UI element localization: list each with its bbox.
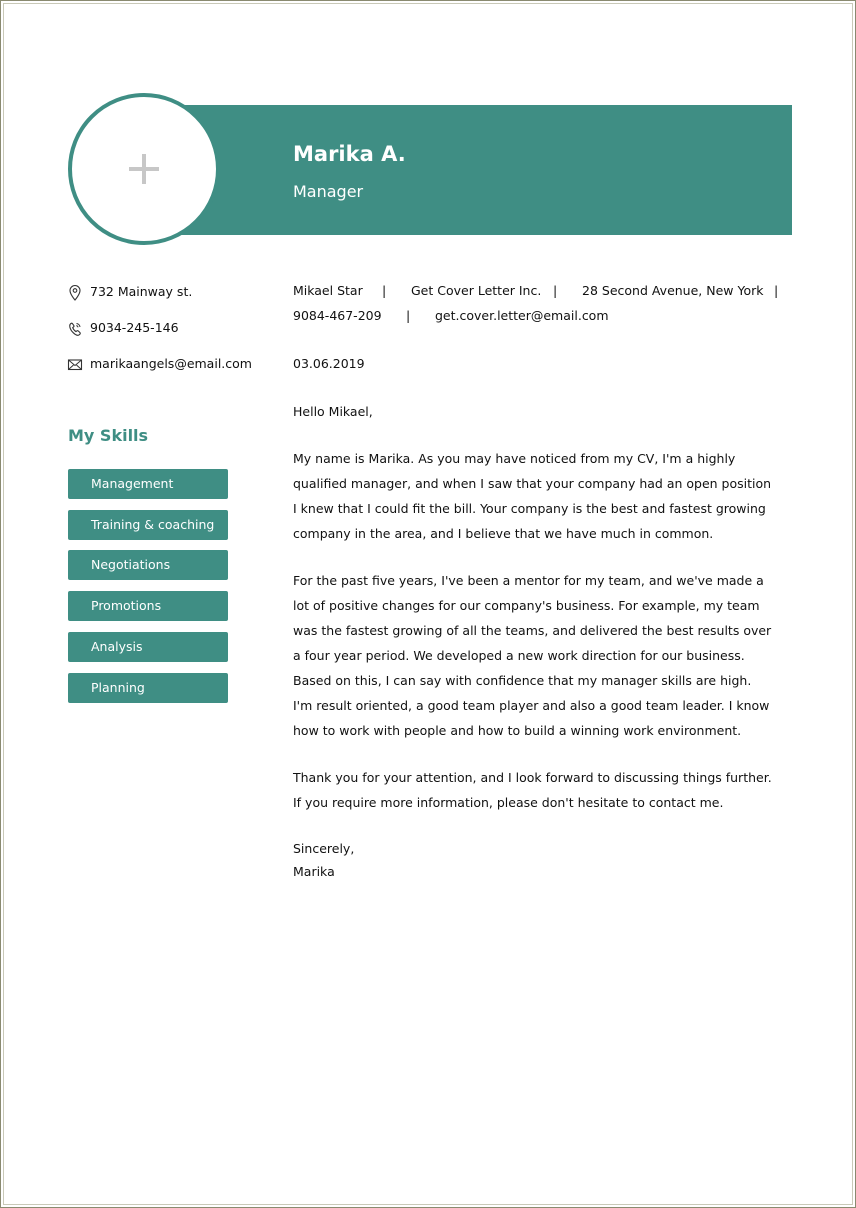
recipient-info: [293, 283, 793, 333]
header-banner: [150, 105, 792, 235]
plus-icon-bar: [129, 167, 159, 171]
skill-label: Planning: [91, 680, 145, 695]
candidate-name: Marika A.: [293, 142, 406, 166]
separator: |: [406, 308, 411, 323]
paragraph-1: My name is Marika. As you may have noticed from my CV, I'm a highly qualified manager, and when I saw that your company had an open position I knew that I could fit the bill. Your company is the best and fastest growing company in the area, and I believe that we have much in common.: [293, 451, 772, 541]
skill-label: Training & coaching: [91, 517, 215, 532]
closing: Sincerely,: [293, 841, 355, 856]
address-text: 732 Mainway st.: [90, 284, 193, 299]
recipient-phone: 9084-467-209: [293, 308, 382, 323]
skill-label: Promotions: [91, 598, 162, 613]
letter-paragraph: [293, 765, 773, 815]
paragraph-3: Based on this, I can say with confidence that my manager skills are high. I'm result oriented, a good team player and also a good team leader. I know how to work with people and how to build a winning work environment.: [293, 673, 770, 738]
phone-icon: [67, 320, 83, 338]
email-text: marikaangels@email.com: [90, 356, 252, 371]
phone-text: 9034-245-146: [90, 320, 179, 335]
letter-greeting: Hello Mikael,: [293, 404, 373, 419]
signature: Marika: [293, 864, 335, 879]
skill-badge: [68, 591, 228, 621]
recipient-company: Get Cover Letter Inc.: [411, 283, 542, 298]
skill-badge: [68, 550, 228, 580]
skill-label: Management: [91, 476, 174, 491]
separator: |: [382, 283, 387, 298]
location-pin-icon: [67, 284, 83, 302]
skill-badge: [68, 510, 228, 540]
recipient-name: Mikael Star: [293, 283, 363, 298]
skill-label: Negotiations: [91, 557, 171, 572]
paragraph-2: For the past five years, I've been a mentor for my team, and we've made a lot of positive changes for our company's business. For example, my team was the fastest growing of all the teams, and delivered the best results over a four year period. We developed a new work direction for our business.: [293, 573, 772, 663]
skill-badge: [68, 469, 228, 499]
recipient-line-1: [293, 283, 793, 308]
letter-paragraph: [293, 446, 773, 546]
separator: |: [553, 283, 558, 298]
envelope-icon: [67, 356, 83, 374]
letter-paragraph: [293, 568, 773, 743]
photo-placeholder[interactable]: [68, 93, 220, 245]
letter-signoff: [293, 837, 773, 883]
letter-date: 03.06.2019: [293, 356, 365, 371]
skill-badge: [68, 673, 228, 703]
skill-label: Analysis: [91, 639, 143, 654]
recipient-line-2: [293, 308, 793, 333]
skill-badge: [68, 632, 228, 662]
recipient-address: 28 Second Avenue, New York: [582, 283, 764, 298]
skills-heading: My Skills: [68, 426, 149, 445]
candidate-title: Manager: [293, 182, 364, 201]
recipient-email: get.cover.letter@email.com: [435, 308, 609, 323]
separator: |: [774, 283, 779, 298]
paragraph-4: Thank you for your attention, and I look forward to discussing things further. If you require more information, please don't hesitate to contact me.: [293, 770, 772, 810]
